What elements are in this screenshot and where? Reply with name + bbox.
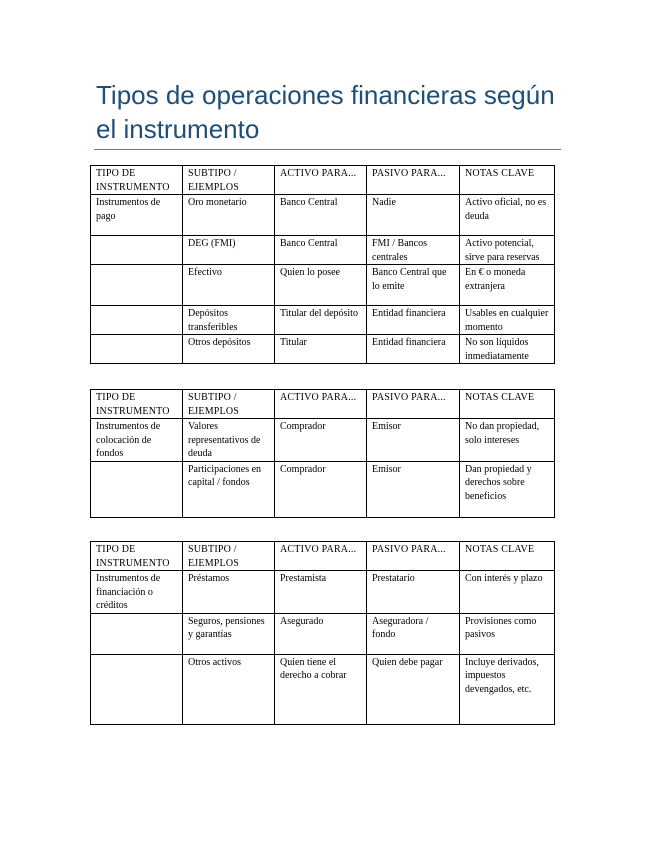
table-row [91,613,555,654]
page-title: Tipos de operaciones financieras según el instrumento [96,80,555,144]
table-cell: Otros activos [183,654,275,724]
column-header: TIPO DE INSTRUMENTO [91,166,183,195]
column-header: ACTIVO PARA... [275,166,367,195]
table-cell: Banco Central que lo emite [367,265,460,306]
table-cell: Instrumentos de pago [91,195,183,236]
column-header: SUBTIPO / EJEMPLOS [183,390,275,419]
table-cell: Dan propiedad y derechos sobre beneficios [460,461,555,517]
table-cell: Nadie [367,195,460,236]
table-row [91,461,555,517]
table-cell: Usables en cualquier momento [460,306,555,335]
column-header: ACTIVO PARA... [275,542,367,571]
table-cell: Valores representativos de deuda [183,419,275,462]
table-header-row [91,390,555,419]
table-cell: Depósitos transferibles [183,306,275,335]
table-cell: Provisiones como pasivos [460,613,555,654]
column-header: PASIVO PARA... [367,390,460,419]
table-cell [91,461,183,517]
table-cell: Asegurado [275,613,367,654]
table-cell: Oro monetario [183,195,275,236]
operations-table-payment [90,165,555,364]
table-cell [91,236,183,265]
column-header: PASIVO PARA... [367,166,460,195]
table-cell: Activo oficial, no es deuda [460,195,555,236]
table-cell: Incluye derivados, impuestos devengados, etc. [460,654,555,724]
table-cell: Prestatario [367,571,460,614]
table-cell: Emisor [367,461,460,517]
table-cell: DEG (FMI) [183,236,275,265]
table-cell: Efectivo [183,265,275,306]
table-row [91,654,555,724]
column-header: SUBTIPO / EJEMPLOS [183,542,275,571]
table-cell: Comprador [275,419,367,462]
table-cell [91,306,183,335]
column-header: NOTAS CLAVE [460,166,555,195]
column-header: TIPO DE INSTRUMENTO [91,390,183,419]
table-row [91,265,555,306]
column-header: TIPO DE INSTRUMENTO [91,542,183,571]
table-row [91,306,555,335]
table-cell: Instrumentos de financiación o créditos [91,571,183,614]
table-cell: FMI / Bancos centrales [367,236,460,265]
table-cell: Participaciones en capital / fondos [183,461,275,517]
table-cell: Instrumentos de colocación de fondos [91,419,183,462]
table-cell: Con interés y plazo [460,571,555,614]
table-cell [91,613,183,654]
table-cell [91,654,183,724]
table-cell: Otros depósitos [183,335,275,364]
column-header: ACTIVO PARA... [275,390,367,419]
table-cell: Préstamos [183,571,275,614]
table-cell: Quien tiene el derecho a cobrar [275,654,367,724]
table-cell: Entidad financiera [367,335,460,364]
operations-table-financing [90,541,555,725]
table-cell: Quien debe pagar [367,654,460,724]
table-cell: Activo potencial, sirve para reservas [460,236,555,265]
table-cell: En € o moneda extranjera [460,265,555,306]
table-row [91,571,555,614]
table-row [91,419,555,462]
table-cell: Seguros, pensiones y garantías [183,613,275,654]
table-cell: No son líquidos inmediatamente [460,335,555,364]
table-cell: Comprador [275,461,367,517]
column-header: SUBTIPO / EJEMPLOS [183,166,275,195]
table-cell: Prestamista [275,571,367,614]
table-row [91,195,555,236]
table-cell: Entidad financiera [367,306,460,335]
table-header-row [91,542,555,571]
table-cell: Aseguradora / fondo [367,613,460,654]
column-header: PASIVO PARA... [367,542,460,571]
table-cell: Emisor [367,419,460,462]
table-row [91,335,555,364]
table-row [91,236,555,265]
title-underline [94,149,561,150]
table-cell [91,265,183,306]
table-cell: Titular [275,335,367,364]
column-header: NOTAS CLAVE [460,390,555,419]
table-cell: No dan propiedad, solo intereses [460,419,555,462]
table-cell: Quien lo posee [275,265,367,306]
table-cell: Banco Central [275,236,367,265]
table-header-row [91,166,555,195]
table-cell: Titular del depósito [275,306,367,335]
table-cell [91,335,183,364]
operations-table-placement [90,389,555,518]
column-header: NOTAS CLAVE [460,542,555,571]
table-cell: Banco Central [275,195,367,236]
